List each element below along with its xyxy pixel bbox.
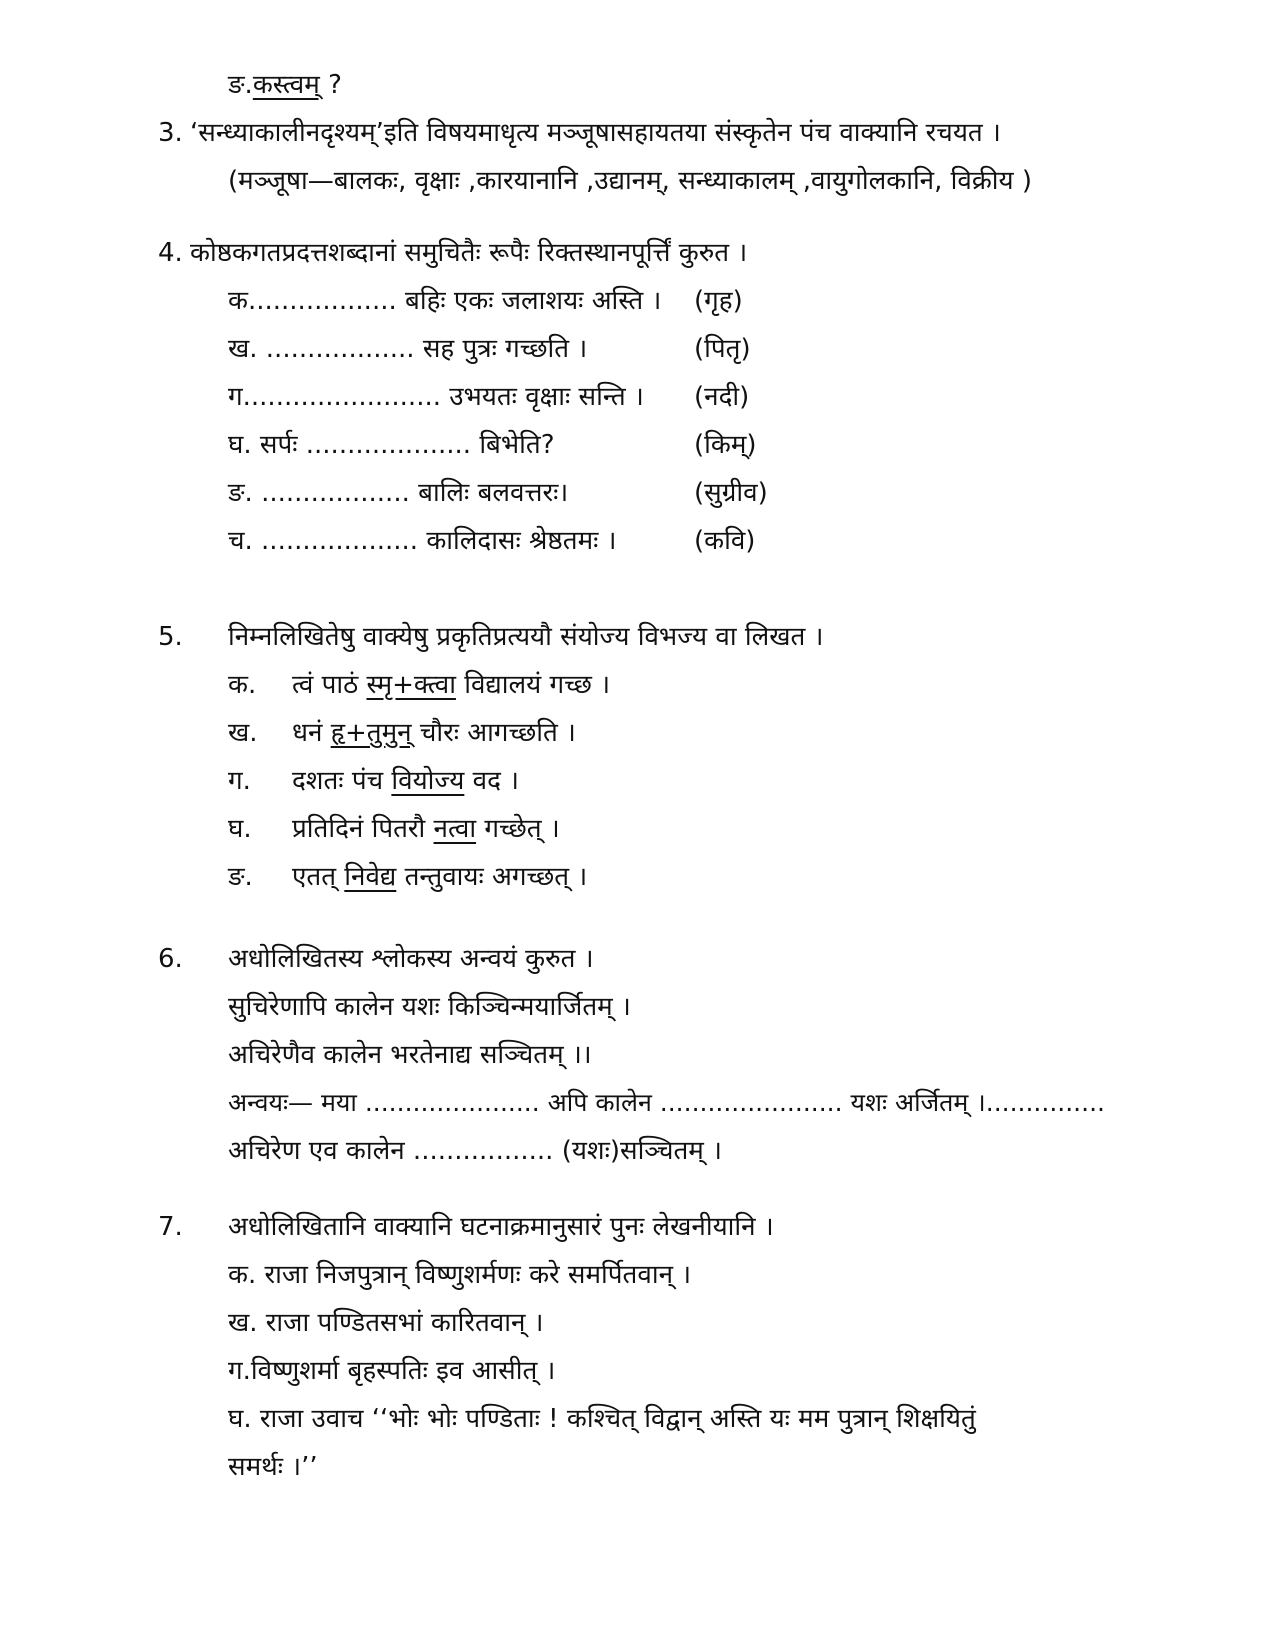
q5-text: निम्नलिखितेषु वाक्येषु प्रकृतिप्रत्ययौ संयोज्य विभज्य वा लिखत । — [228, 622, 824, 652]
q3-text: ‘सन्ध्याकालीनदृश्यम्’इति विषयमाधृत्य मञ्जूषासहायतया संस्कृतेन पंच वाक्यानि रचयत । — [190, 118, 1001, 148]
q5-item-label: घ. — [228, 814, 252, 844]
q5-item-pre: प्रतिदिनं पितरौ — [292, 814, 434, 844]
q4-item-sentence: ख. .................. सह पुत्रः गच्छति । — [228, 334, 588, 364]
q5-item — [292, 860, 587, 894]
q7-item: घ. राजा उवाच ‘‘भोः भोः पण्डिताः ! कश्चित् विद्वान् अस्ति यः मम पुत्रान् शिक्षयितुं — [228, 1404, 976, 1434]
q5-item-pre: त्वं पाठं — [292, 670, 367, 700]
q4-item-sentence: ग........................ उभयतः वृक्षाः सन्ति । — [228, 382, 644, 412]
q4-item-word: (सुग्रीव) — [694, 478, 768, 508]
q5-number: 5. — [158, 622, 183, 652]
q5-item-post: विद्यालयं गच्छ । — [455, 670, 611, 700]
q5-item-pre: एतत् — [292, 862, 345, 892]
q4-item-word: (किम्) — [694, 430, 757, 460]
q5-item-underlined: स्मृ+क्त्वा — [366, 670, 456, 700]
q4-item-word: (पितृ) — [694, 334, 751, 364]
q3-number: 3. — [158, 118, 183, 148]
q5-item-post: चौरः आगच्छति । — [411, 718, 576, 748]
q2-item-e-label: ङ. — [228, 70, 253, 100]
q5-item-underlined: वियोज्य — [391, 766, 465, 796]
q5-item-post: गच्छेत् । — [476, 814, 560, 844]
q4-item-word: (गृह) — [694, 286, 743, 316]
q4-item-word: (नदी) — [694, 382, 750, 412]
q6-anvaya-line2: अचिरेण एव कालेन ................. (यशः)सञ्चितम् । — [228, 1136, 722, 1166]
q7-item: क. राजा निजपुत्रान् विष्णुशर्मणः करे समर्पितवान् । — [228, 1260, 692, 1290]
q5-item — [292, 716, 576, 750]
q5-item-label: ख. — [228, 718, 258, 748]
q4-item-sentence: क.................. बहिः एकः जलाशयः अस्ति । — [228, 286, 662, 316]
q5-item — [292, 668, 610, 702]
q5-item — [292, 812, 560, 846]
q5-item-underlined: हृ+तुमुन् — [330, 718, 412, 748]
q5-item-post: तन्तुवायः अगच्छत् । — [396, 862, 588, 892]
q7-item: ग.विष्णुशर्मा बृहस्पतिः इव आसीत् । — [228, 1356, 556, 1386]
q5-item-label: क. — [228, 670, 257, 700]
q2-item-e-word: कस्त्वम् — [252, 70, 320, 100]
q5-item-pre: धनं — [292, 718, 331, 748]
q5-item-post: वद । — [464, 766, 519, 796]
q7-number: 7. — [158, 1212, 183, 1242]
q5-item-underlined: नत्वा — [433, 814, 477, 844]
q4-text: कोष्ठकगतप्रदत्तशब्दानां समुचितैः रूपैः रिक्तस्थानपूर्त्तिं कुरुत । — [190, 238, 748, 268]
q7-item: ख. राजा पण्डितसभां कारितवान् । — [228, 1308, 544, 1338]
q5-item-label: ङ. — [228, 862, 253, 892]
q7-item-continuation: समर्थः ।’’ — [228, 1452, 318, 1482]
q6-number: 6. — [158, 944, 183, 974]
q4-item-word: (कवि) — [694, 526, 756, 556]
q4-item-sentence: ङ. .................. बालिः बलवत्तरः। — [228, 478, 569, 508]
q2-item-e — [228, 68, 342, 102]
q3-hint: (मञ्जूषा—बालकः, वृक्षाः ,कारयानानि ,उद्यानम्, सन्ध्याकालम् ,वायुगोलकानि, विक्रीय ) — [228, 166, 1033, 196]
q5-item-underlined: निवेद्य — [344, 862, 397, 892]
q5-item-label: ग. — [228, 766, 251, 796]
q4-item-sentence: च. ................... कालिदासः श्रेष्ठतमः । — [228, 526, 617, 556]
q5-item — [292, 764, 519, 798]
q6-verse-line2: अचिरेणैव कालेन भरतेनाद्य सञ्चितम् ।। — [228, 1040, 592, 1070]
q7-text: अधोलिखितानि वाक्यानि घटनाक्रमानुसारं पुनः लेखनीयानि । — [228, 1212, 774, 1242]
q4-number: 4. — [158, 238, 183, 268]
q2-item-e-mark: ? — [319, 70, 342, 100]
q6-verse-line1: सुचिरेणापि कालेन यशः किञ्चिन्मयार्जितम् । — [228, 992, 631, 1022]
q4-item-sentence: घ. सर्पः .................... बिभेति? — [228, 430, 555, 460]
q5-item-pre: दशतः पंच — [292, 766, 392, 796]
q6-text: अधोलिखितस्य श्लोकस्य अन्वयं कुरुत । — [228, 944, 594, 974]
q6-anvaya-line1: अन्वयः— मया ...................... अपि कालेन ....................... यशः अर्जितम् ।............... — [228, 1088, 1105, 1117]
